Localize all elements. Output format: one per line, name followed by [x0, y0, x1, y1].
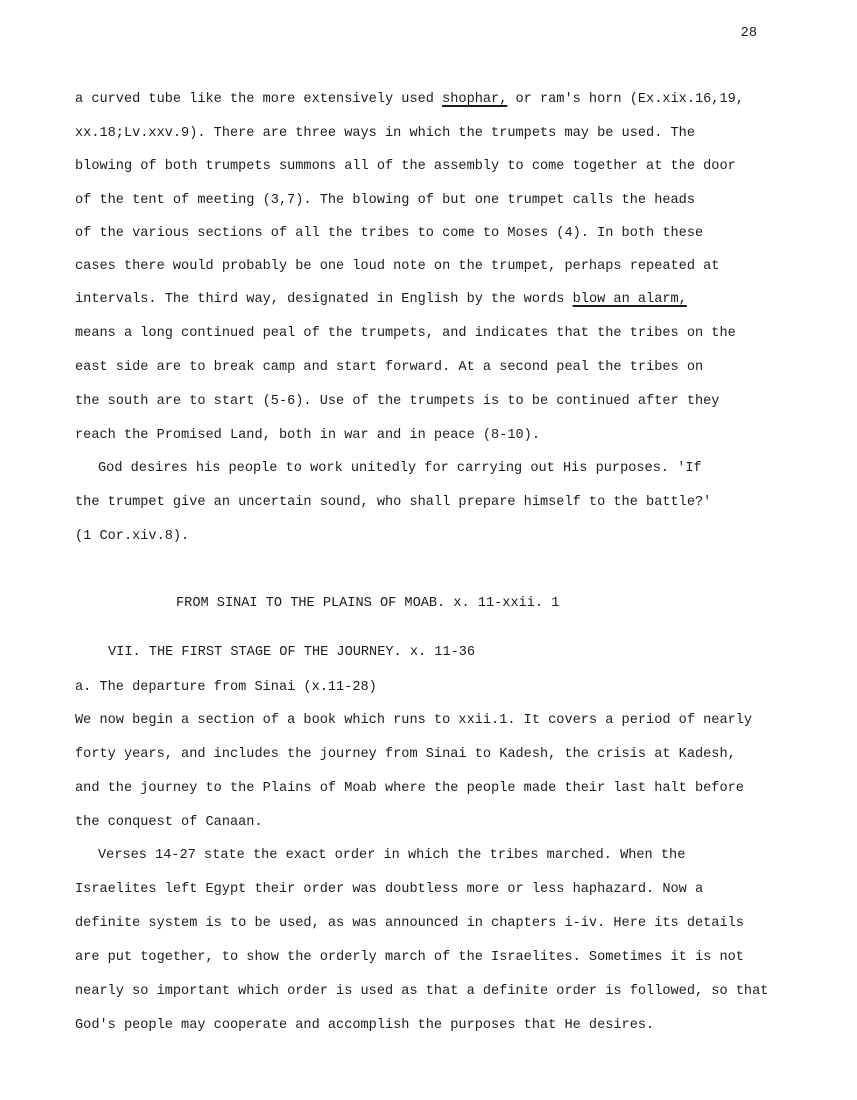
text-line: cases there would probably be one loud note on the trumpet, perhaps repeated at [75, 259, 720, 274]
text-line: are put together, to show the orderly march of the Israelites. Sometimes it is not [75, 950, 744, 965]
subsection-heading: VII. THE FIRST STAGE OF THE JOURNEY. x. 11-36 [108, 645, 476, 660]
text-line: a curved tube like the more extensively used shophar, or ram's horn (Ex.xix.16,19, [75, 92, 744, 107]
text-line: of the tent of meeting (3,7). The blowing of but one trumpet calls the heads [75, 193, 695, 208]
text-line: of the various sections of all the tribes to come to Moses (4). In both these [75, 226, 704, 241]
underlined-term: blow an alarm, [572, 292, 687, 307]
section-heading: FROM SINAI TO THE PLAINS OF MOAB. x. 11-xxii. 1 [176, 596, 560, 611]
text-line: definite system is to be used, as was announced in chapters i-iv. Here its details [75, 916, 744, 931]
text-line: We now begin a section of a book which runs to xxii.1. It covers a period of nearly [75, 713, 753, 728]
text-line: (1 Cor.xiv.8). [75, 529, 190, 544]
text-line: Verses 14-27 state the exact order in which the tribes marched. When the [98, 848, 686, 863]
text-line: the south are to start (5-6). Use of the trumpets is to be continued after they [75, 394, 720, 409]
text-line: blowing of both trumpets summons all of the assembly to come together at the door [75, 159, 736, 174]
text-line: God's people may cooperate and accomplish the purposes that He desires. [75, 1018, 655, 1033]
text-line: God desires his people to work unitedly for carrying out His purposes. 'If [98, 461, 702, 476]
text-line: Israelites left Egypt their order was doubtless more or less haphazard. Now a [75, 882, 704, 897]
page-number: 28 [740, 26, 757, 41]
text-line: and the journey to the Plains of Moab where the people made their last halt before [75, 781, 744, 796]
text-line: intervals. The third way, designated in English by the words blow an alarm, [75, 292, 687, 307]
text-line: xx.18;Lv.xxv.9). There are three ways in which the trumpets may be used. The [75, 126, 695, 141]
text-line: nearly so important which order is used as that a definite order is followed, so that [75, 984, 769, 999]
text-line: forty years, and includes the journey from Sinai to Kadesh, the crisis at Kadesh, [75, 747, 736, 762]
text-line: east side are to break camp and start forward. At a second peal the tribes on [75, 360, 704, 375]
text-line: the trumpet give an uncertain sound, who shall prepare himself to the battle?' [75, 495, 712, 510]
text-line: reach the Promised Land, both in war and in peace (8-10). [75, 428, 540, 443]
text-line: the conquest of Canaan. [75, 815, 263, 830]
text-line: means a long continued peal of the trumpets, and indicates that the tribes on the [75, 326, 736, 341]
underlined-term: shophar, [442, 92, 508, 107]
sub-heading-a: a. The departure from Sinai (x.11-28) [75, 680, 377, 695]
